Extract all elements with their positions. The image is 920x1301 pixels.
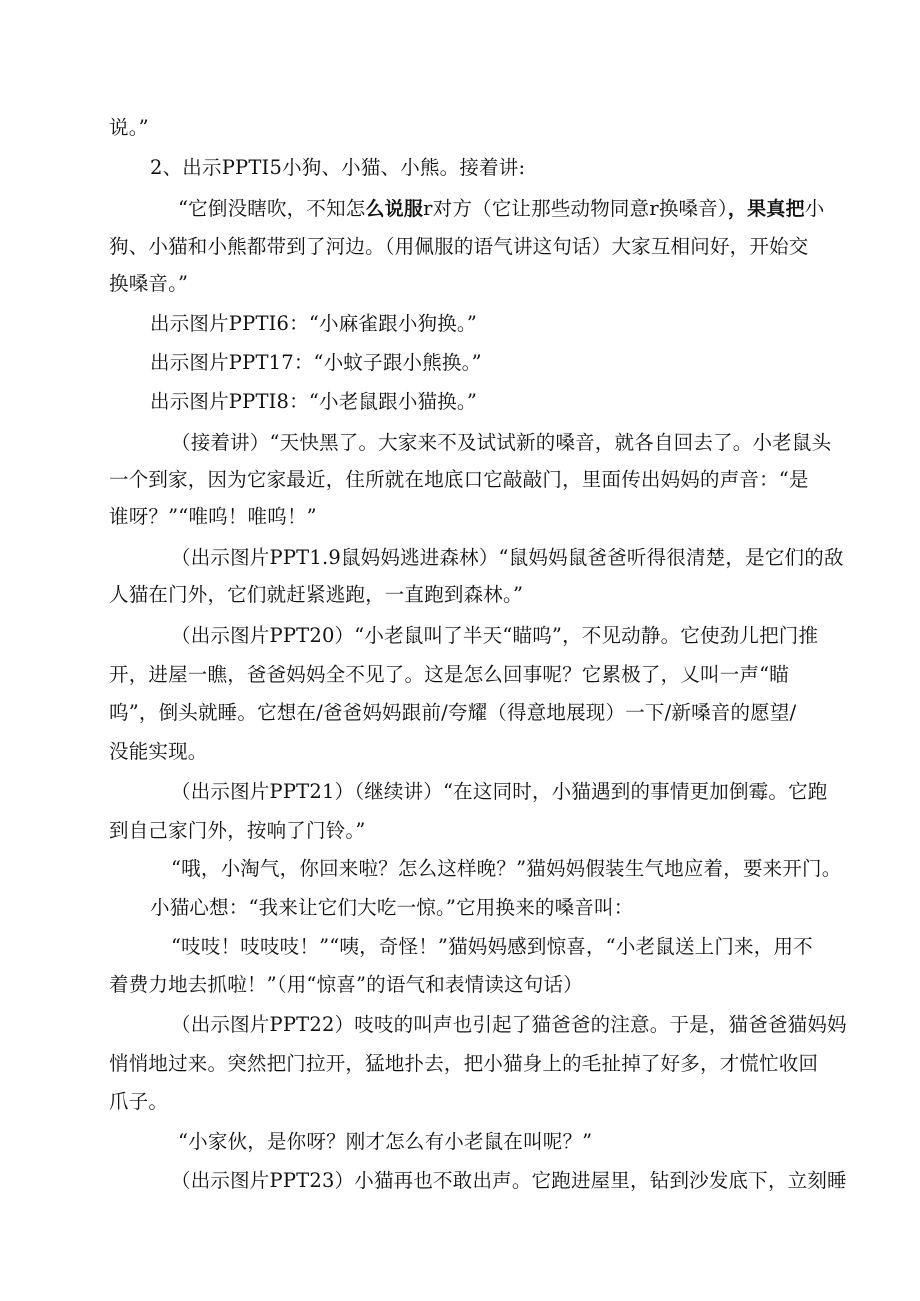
text-line: 狗、小猫和小熊都带到了河边。（用佩服的语气讲这句话）大家互相问好，开始交 — [109, 235, 809, 258]
text-line: （接着讲）“天快黑了。大家来不及试试新的嗓音，就各自回去了。小老鼠头 — [171, 431, 832, 454]
text-line: “哦，小淘气，你回来啦？怎么这样晚？”猫妈妈假装生气地应着，要来开门。 — [171, 857, 842, 880]
text-line: 爪子。 — [109, 1090, 169, 1113]
text-segment: 小 — [804, 197, 825, 220]
text-segment: r对方（它让那些动物同意r换嗓音） — [423, 197, 728, 220]
text-line: 2、出示PPTI5小狗、小猫、小熊。接着讲: — [150, 156, 526, 179]
text-line: 出示图片PPTI8：“小老鼠跟小猫换。” — [150, 390, 478, 413]
text-line: （出示图片PPT21）（继续讲）“在这同时，小猫遇到的事情更加倒霉。它跑 — [171, 780, 828, 803]
text-line: 开，进屋一瞧，爸爸妈妈全不见了。这是怎么回事呢？它累极了，乂叫一声“瞄 — [109, 663, 789, 686]
text-line: 悄悄地过来。突然把门拉开，猛地扑去，把小猫身上的毛扯掉了好多，才慌忙收回 — [109, 1052, 819, 1075]
text-line: 出示图片PPT17：“小蚊子跟小熊换。” — [150, 351, 482, 374]
text-line: 人猫在门外，它们就赶紧逃跑，一直跑到森林。” — [109, 583, 524, 606]
text-line — [178, 196, 824, 222]
text-line: 没能实现。 — [109, 740, 208, 763]
text-segment-bold: 么说服 — [365, 198, 424, 220]
text-segment-bold: ，果真把 — [727, 198, 805, 220]
text-line: 说。” — [109, 116, 149, 139]
text-segment: “它倒没瞎吹，不知怎 — [178, 197, 366, 220]
text-line: （出示图片PPT22）吱吱的叫声也引起了猫爸爸的注意。于是，猫爸爸猫妈妈 — [171, 1013, 847, 1036]
text-line: 呜”，倒头就睡。它想在/爸爸妈妈跟前/夸耀（得意地展现）一下/新嗓音的愿望/ — [109, 701, 797, 724]
text-line: 到自己家门外，按响了门铃。” — [109, 819, 366, 842]
text-line: （出示图片PPT1.9鼠妈妈逃进森林）“鼠妈妈鼠爸爸听得很清楚，是它们的敌 — [171, 546, 844, 569]
text-line: “小家伙，是你呀？刚才怎么有小老鼠在叫呢？” — [178, 1130, 593, 1153]
text-line: 着费力地去抓啦！”（用“惊喜”的语气和表情读这句话） — [109, 973, 583, 996]
text-line: 一个到家，因为它家最近，住所就在地底口它敲敲门，里面传出妈妈的声音：“是 — [109, 468, 809, 491]
text-line: 谁呀？”“唯呜！唯呜！” — [109, 505, 317, 528]
text-line: 换嗓音。” — [109, 272, 189, 295]
text-line: 小猫心想：“我来让它们大吃一惊。”它用换来的嗓音叫： — [150, 896, 634, 919]
text-line: （出示图片PPT23）小猫再也不敢出声。它跑进屋里，钻到沙发底下，立刻睡 — [171, 1169, 847, 1192]
text-line: （出示图片PPT20）“小老鼠叫了半天“瞄呜”，不见动静。它使劲儿把门推 — [171, 624, 819, 647]
text-line: “吱吱！吱吱吱！”“咦，奇怪！”猫妈妈感到惊喜，“小老鼠送上门来，用不 — [171, 935, 813, 958]
text-line: 出示图片PPTI6：“小麻雀跟小狗换。” — [150, 312, 478, 335]
